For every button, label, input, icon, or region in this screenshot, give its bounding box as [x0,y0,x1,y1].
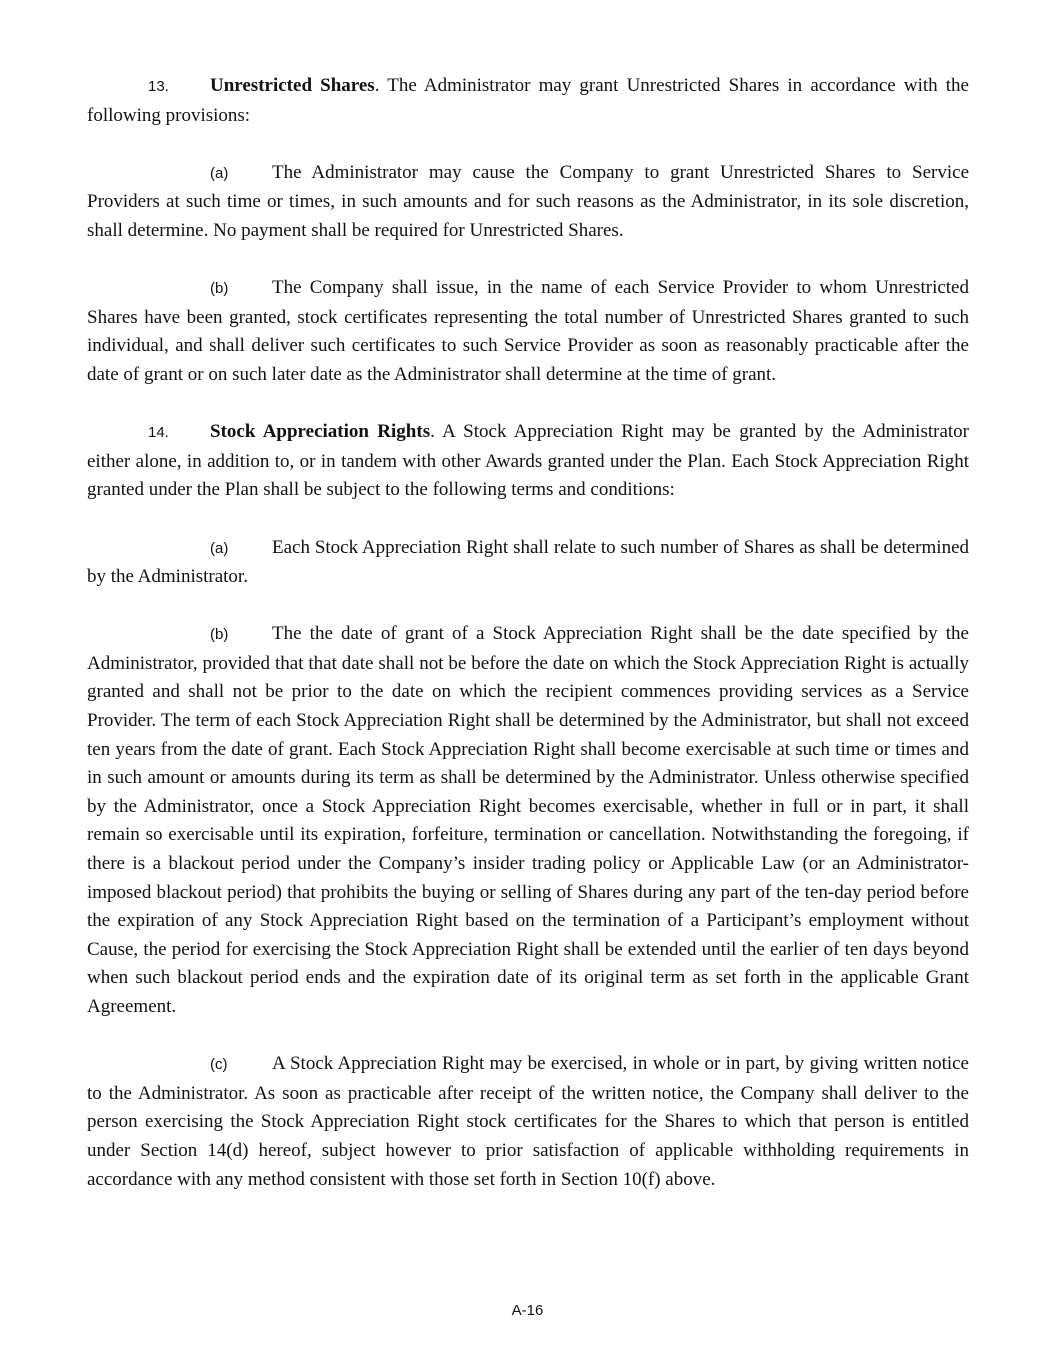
section-14-number: 14. [148,424,169,442]
section-13-item-b-text: The Company shall issue, in the name of each Service Provider to whom Unrestricted Shares have been granted, stock certificates representing the total number of Unrestricted Shares granted to such individual, and shall deliver such certificates to such Service Provider as soon as reasonably practicable after the date of grant or on such later date as the Administrator shall determine at the time of grant. [87,277,969,385]
section-13-number: 13. [148,78,169,95]
section-13-item-b [87,274,969,389]
section-14-item-a-label: (a) [210,539,229,557]
section-14-item-b [87,620,969,1021]
section-13-item-a-label: (a) [210,164,229,182]
section-13-item-a-text: The Administrator may cause the Company to grant Unrestricted Shares to Service Providers at such time or times, in such amounts and for such reasons as the Administrator, in its sole discretion, shall determine. No payment shall be required for Unrestricted Shares. [87,161,969,241]
section-13-item-a [87,159,969,246]
section-14-intro: . A Stock Appreciation Right may be granted by the Administrator either alone, in addition to, or in tandem with other Awards granted under the Plan. Each Stock Appreciation Right granted under the Plan shall be subject to the following terms and conditions: [87,421,969,501]
section-14-heading: Stock Appreciation Rights [210,421,431,443]
section-13-paragraph [87,72,969,130]
section-13-heading: Unrestricted Shares [210,75,375,96]
section-14-item-c-text: A Stock Appreciation Right may be exercised, in whole or in part, by giving written notice to the Administrator. As soon as practicable after receipt of the written notice, the Company shall deliver to the person exercising the Stock Appreciation Right stock certificates for the Shares to which that person is entitled under Section 14(d) hereof, subject however to prior satisfaction of applicable withholding requirements in accordance with any method consistent with those set forth in Section 10(f) above. [87,1053,969,1190]
section-14-item-c-label: (c) [210,1056,228,1074]
section-14-item-a [87,534,969,592]
section-14-item-b-text: The the date of grant of a Stock Appreciation Right shall be the date specified by the Administrator, provided that that date shall not be before the date on which the Stock Appreciation Right is actually granted and shall not be prior to the date on which the recipient commences providing services as a Service Provider. The term of each Stock Appreciation Right shall be determined by the Administrator, but shall not exceed ten years from the date of grant. Each Stock Appreciation Right shall become exercisable at such time or times and in such amount or amounts during its term as shall be determined by the Administrator. Unless otherwise specified by the Administrator, once a Stock Appreciation Right becomes exercisable, whether in full or in part, it shall remain so exercisable until its expiration, forfeiture, termination or cancellation. Notwithstanding the foregoing, if there is a blackout period under the Company’s insider trading policy or Applicable Law (or an Administrator-imposed blackout period) that prohibits the buying or selling of Shares during any part of the ten-day period before the expiration of any Stock Appreciation Right based on the termination of a Participant’s employment without Cause, the period for exercising the Stock Appreciation Right shall be extended until the earlier of ten days beyond when such blackout period ends and the expiration date of its original term as set forth in the applicable Grant Agreement. [87,623,969,1017]
document-page [87,72,969,1194]
section-13-intro: . The Administrator may grant Unrestricted Shares in accordance with the following provisions: [87,75,969,126]
section-13-item-b-label: (b) [210,280,229,298]
page-number: A-16 [511,1302,544,1319]
section-14-item-a-text: Each Stock Appreciation Right shall relate to such number of Shares as shall be determined by the Administrator. [87,536,969,588]
section-14-paragraph [87,418,969,505]
section-14-item-c [87,1050,969,1194]
section-14-item-b-label: (b) [210,626,229,644]
